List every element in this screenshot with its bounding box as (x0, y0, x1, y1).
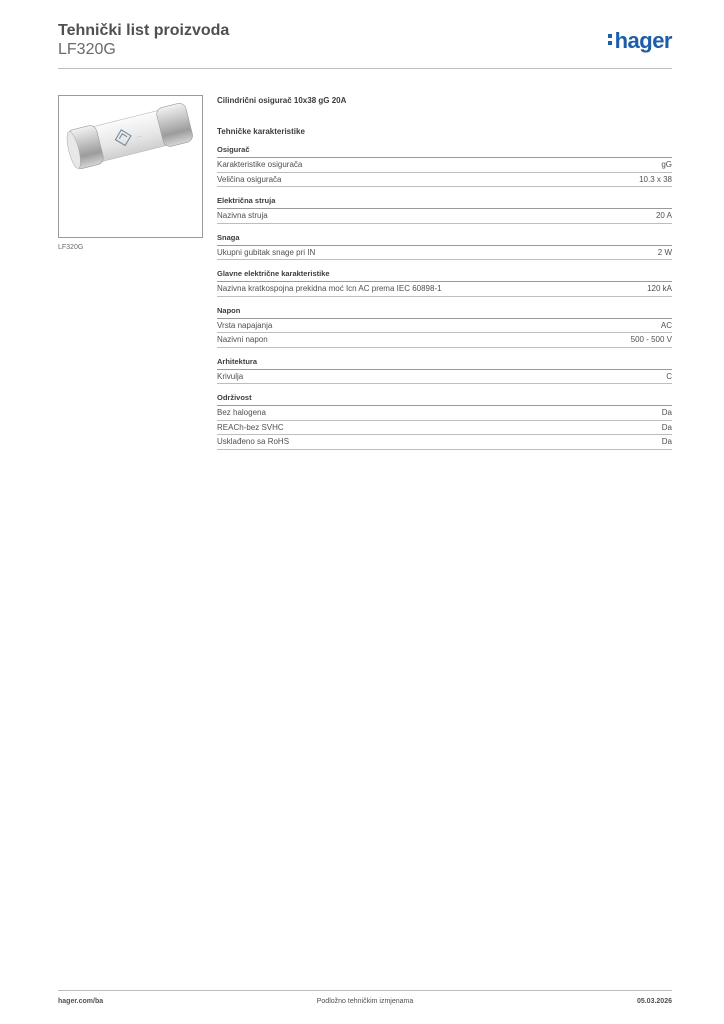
footer-date: 05.03.2026 (636, 998, 672, 1005)
spec-row (217, 370, 672, 385)
spec-group-title: Snaga (217, 232, 672, 246)
spec-group-title: Arhitektura (217, 356, 672, 370)
header-divider (58, 68, 672, 69)
spec-row (217, 158, 672, 173)
spec-group-title: Električna struja (217, 195, 672, 209)
footer-note: Podložno tehničkim izmjenama (316, 998, 414, 1005)
spec-value: gG (661, 160, 672, 169)
spec-group (217, 305, 672, 348)
spec-label: Veličina osigurača (217, 174, 282, 184)
spec-groups (217, 144, 672, 450)
product-description: Cilindrični osigurač 10x38 gG 20A (217, 96, 347, 105)
spec-sheet (217, 96, 672, 450)
product-image-caption: LF320G (58, 244, 84, 251)
spec-value: 10.3 x 38 (639, 174, 672, 184)
spec-value: AC (660, 320, 672, 330)
spec-label: Ukupni gubitak snage pri IN (217, 247, 316, 257)
spec-group-title: Osigurač (217, 144, 672, 158)
page-header (58, 20, 672, 70)
section-title: Tehničke karakteristike (217, 127, 305, 136)
spec-value: 2 W (657, 247, 672, 257)
spec-value: 120 kA (647, 284, 672, 293)
spec-label: Usklađeno sa RoHS (217, 437, 290, 446)
hager-logo (608, 28, 672, 54)
spec-label: REACh-bez SVHC (217, 422, 284, 432)
spec-value: C (666, 371, 672, 381)
footer-website: hager.com/ba (58, 998, 104, 1005)
spec-row (217, 421, 672, 436)
logo-dots-icon (608, 34, 613, 48)
spec-row (217, 282, 672, 297)
spec-row (217, 209, 672, 224)
spec-row (217, 435, 672, 450)
spec-group (217, 144, 672, 187)
spec-group-title: Napon (217, 305, 672, 319)
spec-group-title: Glavne električne karakteristike (217, 268, 672, 282)
spec-label: Nazivna struja (217, 211, 268, 220)
product-image-frame (58, 95, 203, 238)
svg-text:⸺: ⸺ (134, 133, 143, 140)
spec-label: Bez halogena (217, 408, 266, 417)
spec-value: 20 A (655, 211, 672, 220)
spec-row (217, 173, 672, 188)
spec-label: Karakteristike osigurača (217, 160, 303, 169)
spec-group (217, 268, 672, 297)
footer-divider (58, 990, 672, 991)
spec-group (217, 356, 672, 385)
product-reference: LF320G (58, 41, 116, 58)
spec-label: Nazivna kratkospojna prekidna moć Icn AC prema IEC 60898-1 (217, 284, 442, 293)
spec-label: Nazivni napon (217, 335, 268, 344)
spec-row (217, 333, 672, 348)
spec-label: Krivulja (217, 371, 244, 381)
spec-group (217, 195, 672, 224)
spec-group-title: Održivost (217, 392, 672, 406)
spec-value: Da (661, 422, 672, 432)
spec-label: Vrsta napajanja (217, 320, 273, 330)
spec-row (217, 246, 672, 261)
spec-group (217, 392, 672, 450)
fuse-image (59, 96, 202, 237)
spec-group (217, 232, 672, 261)
spec-row (217, 319, 672, 334)
spec-value: 500 - 500 V (630, 335, 672, 344)
spec-row (217, 406, 672, 421)
page-title: Tehnički list proizvoda (58, 22, 230, 39)
logo-text: hager (614, 28, 672, 53)
spec-value: Da (661, 437, 672, 446)
spec-value: Da (661, 408, 672, 417)
